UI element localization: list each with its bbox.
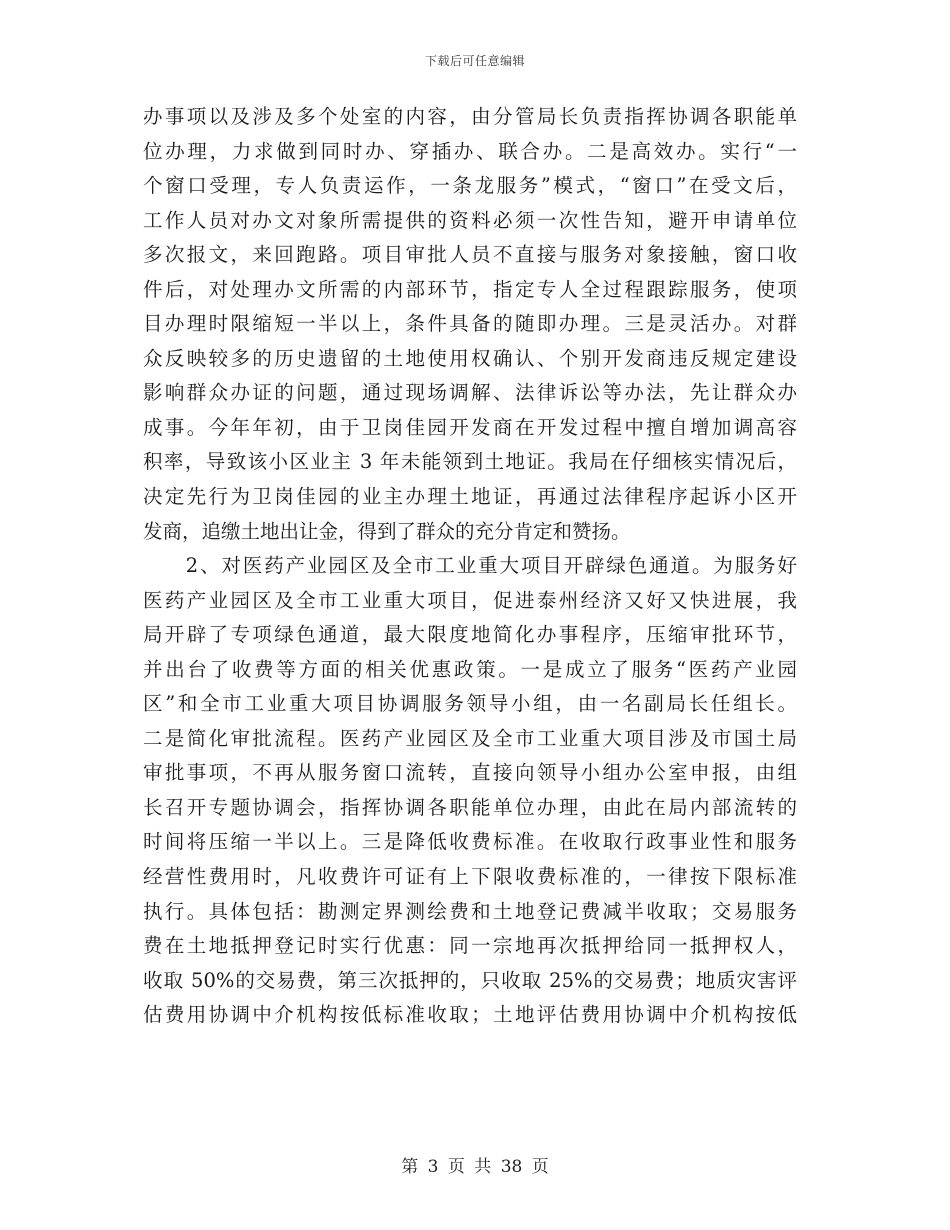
document-body (143, 100, 797, 1033)
body-line: 局开辟了专项绿色通道，最大限度地简化办事程序，压缩审批环节， (143, 623, 797, 647)
body-line: 积率，导致该小区业主 3 年未能领到土地证。我局在仔细核实情况后， (143, 450, 797, 474)
body-line: 费在土地抵押登记时实行优惠：同一宗地再次抵押给同一抵押权人， (143, 934, 797, 958)
body-line: 并出台了收费等方面的相关优惠政策。一是成立了服务“医药产业园 (143, 657, 797, 681)
body-line: 估费用协调中介机构按低标准收取；土地评估费用协调中介机构按低 (143, 1003, 797, 1027)
body-line: 时间将压缩一半以上。三是降低收费标准。在收取行政事业性和服务 (143, 830, 797, 854)
body-line: 区”和全市工业重大项目协调服务领导小组，由一名副局长任组长。 (143, 692, 797, 716)
body-line: 二是简化审批流程。医药产业园区及全市工业重大项目涉及市国土局 (143, 726, 797, 750)
page-number: 第 3 页 共 38 页 (401, 1157, 549, 1177)
body-line: 收取 50%的交易费，第三次抵押的，只收取 25%的交易费；地质灾害评 (143, 968, 797, 992)
body-line: 审批事项，不再从服务窗口流转，直接向领导小组办公室申报，由组 (143, 761, 797, 785)
body-line: 经营性费用时，凡收费许可证有上下限收费标准的，一律按下限标准 (143, 865, 797, 889)
body-line: 工作人员对办文对象所需提供的资料必须一次性告知，避开申请单位 (143, 208, 797, 232)
body-line: 2、对医药产业园区及全市工业重大项目开辟绿色通道。为服务好 (143, 554, 797, 578)
body-line: 件后，对处理办文所需的内部环节，指定专人全过程跟踪服务，使项 (143, 277, 797, 301)
body-line: 发商，追缴土地出让金，得到了群众的充分肯定和赞扬。 (143, 519, 631, 543)
body-line: 办事项以及涉及多个处室的内容，由分管局长负责指挥协调各职能单 (143, 105, 797, 128)
body-line: 众反映较多的历史遗留的土地使用权确认、个别开发商违反规定建设 (143, 346, 797, 370)
body-line: 位办理，力求做到同时办、穿插办、联合办。二是高效办。实行“一 (143, 139, 797, 163)
body-line: 执行。具体包括：勘测定界测绘费和土地登记费减半收取；交易服务 (143, 899, 797, 923)
body-line: 个窗口受理，专人负责运作，一条龙服务”模式，“窗口”在受文后， (143, 174, 797, 198)
body-line: 决定先行为卫岗佳园的业主办理土地证，再通过法律程序起诉小区开 (143, 485, 797, 509)
body-line: 多次报文，来回跑路。项目审批人员不直接与服务对象接触，窗口收 (143, 243, 797, 267)
body-line: 长召开专题协调会，指挥协调各职能单位办理，由此在局内部流转的 (143, 795, 797, 819)
body-line: 影响群众办证的问题，通过现场调解、法律诉讼等办法，先让群众办 (143, 381, 797, 405)
body-line: 成事。今年年初，由于卫岗佳园开发商在开发过程中擅自增加调高容 (143, 415, 797, 439)
page-header-note: 下载后可任意编辑 (424, 54, 525, 68)
body-line: 目办理时限缩短一半以上，条件具备的随即办理。三是灵活办。对群 (143, 312, 797, 336)
body-line: 医药产业园区及全市工业重大项目，促进泰州经济又好又快进展，我 (143, 588, 797, 612)
